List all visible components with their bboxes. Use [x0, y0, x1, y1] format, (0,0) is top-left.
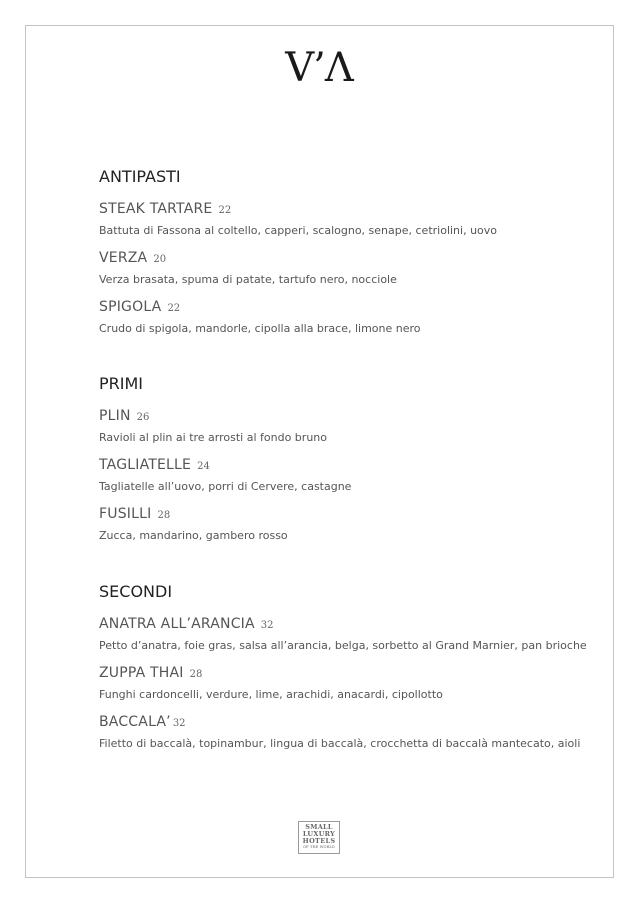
section-antipasti [99, 167, 579, 336]
item-price: 32 [172, 718, 186, 729]
section-title: PRIMI [99, 374, 144, 393]
item-description: Filetto di baccalà, topinambur, lingua di baccalà, crocchetta di baccalà mantecato, aioli [99, 737, 581, 750]
small-luxury-hotels-badge [298, 821, 340, 854]
item-description: Funghi cardoncelli, verdure, lime, arachidi, anacardi, cipollotto [99, 688, 443, 701]
item-description: Verza brasata, spuma di patate, tartufo nero, nocciole [99, 273, 397, 286]
menu-item [99, 505, 579, 543]
item-name: BACCALA’ [99, 714, 171, 730]
item-name: STEAK TARTARE [99, 201, 213, 217]
logo-apostrophe: ’ [313, 45, 327, 91]
menu-item [99, 249, 579, 287]
section-primi [99, 374, 579, 543]
menu-item [99, 200, 579, 238]
badge-line: LUXURY [302, 830, 336, 838]
item-description: Tagliatelle all’uovo, porri di Cervere, castagne [99, 480, 352, 493]
item-description: Petto d’anatra, foie gras, salsa all’arancia, belga, sorbetto al Grand Marnier, pan brioche [99, 639, 587, 652]
item-description: Ravioli al plin ai tre arrosti al fondo bruno [99, 431, 327, 444]
item-description: Zucca, mandarino, gambero rosso [99, 529, 288, 542]
item-name: PLIN [99, 408, 131, 424]
section-title: ANTIPASTI [99, 167, 181, 186]
menu-item [99, 407, 579, 445]
item-name: ANATRA ALL’ARANCIA [99, 616, 255, 632]
item-price: 24 [197, 461, 210, 472]
badge-line: SMALL [305, 823, 333, 831]
item-price: 28 [189, 669, 203, 680]
badge-line: HOTELS [302, 837, 336, 845]
item-description: Battuta di Fassona al coltello, capperi, scalogno, senape, cetriolini, uovo [99, 224, 498, 237]
item-name: TAGLIATELLE [99, 457, 192, 473]
menu-item [99, 713, 579, 751]
badge-line: OF THE WORLD [303, 845, 335, 849]
menu-item [99, 298, 579, 336]
section-secondi [99, 582, 587, 751]
item-price: 20 [153, 254, 167, 265]
menu-item [99, 615, 587, 653]
item-name: VERZA [99, 250, 148, 266]
menu-item [99, 456, 579, 494]
item-price: 22 [218, 205, 232, 216]
item-description: Crudo di spigola, mandorle, cipolla alla brace, limone nero [99, 322, 421, 335]
restaurant-logo [0, 44, 640, 92]
section-title: SECONDI [99, 582, 173, 601]
item-price: 32 [260, 620, 274, 631]
item-name: SPIGOLA [99, 299, 162, 315]
item-name: FUSILLI [99, 506, 152, 522]
menu-item [99, 664, 579, 702]
item-price: 26 [136, 412, 150, 423]
logo-letter-lambda: Λ [324, 45, 355, 91]
logo-letter-v: V [285, 45, 316, 91]
item-price: 28 [157, 510, 171, 521]
item-name: ZUPPA THAI [99, 665, 184, 681]
item-price: 22 [167, 303, 181, 314]
